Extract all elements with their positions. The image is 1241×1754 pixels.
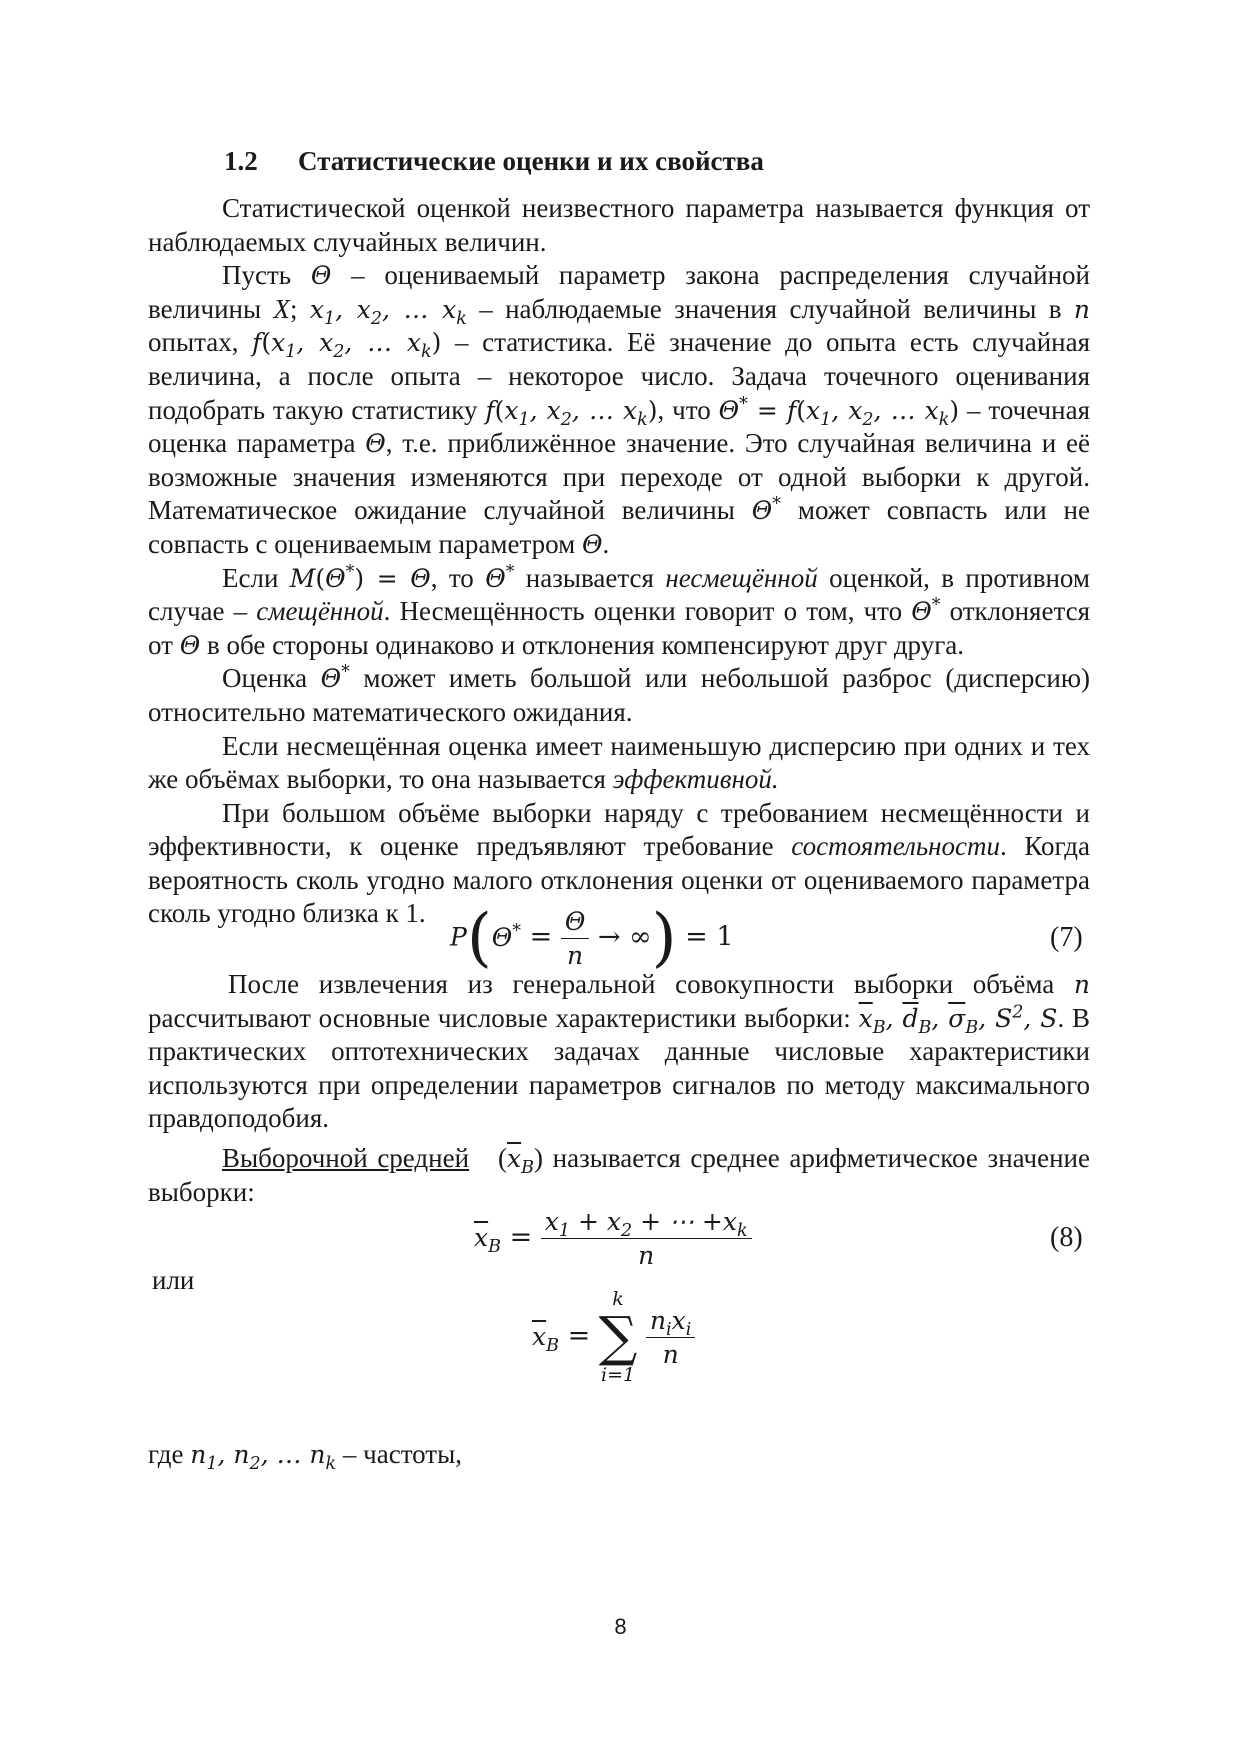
paragraph-unbiased: Если M(Θ*) = Θ, то Θ* называется несмещённой оценкой, в противном случае – смещённой. Несмещённость оценки говорит о том, что Θ* отклоняется от Θ в обе стороны одинаково и отклонения компенсируют друг друга. [148,562,1090,660]
paragraph-definition: Статистической оценкой неизвестного параметра называется функция от наблюдаемых случайных величин. [148,193,1090,257]
paragraph-frequencies: где $n_1$, $n_2$, … $n_k$ – частоты, [148,1439,462,1474]
body-text-block-4 [148,1438,1090,1472]
equation-number-8: (8) [1050,1222,1083,1253]
paragraph-sample-mean: Выборочной средней $(\overline{x}_B)$ называется среднее арифметическое значение выборки: [148,1143,1090,1207]
paragraph-dispersion: Оценка Θ* может иметь большой или небольшой разброс (дисперсию) относительно математического ожидания. [148,662,1091,727]
page-number: 8 [614,1614,627,1639]
formula-7: P(Θ* = $\frac{\Theta}{n}$ → ∞) = 1 [450,901,734,975]
paragraph-efficient: Если несмещённая оценка имеет наименьшую дисперсию при одних и тех же объёмах выборки, то она называется эффективной. [148,730,1090,795]
paragraph-theta: Пусть Θ – оцениваемый параметр закона распределения случайной величины X; $x_1$, $x_2$, … $x_k$ – наблюдаемые значения случайной величины в n опытах, $f(x_1$, $x_2$, … $x_k$) – статистика. Её значение до опыта есть случайная величина, а после опыта – некоторое число. Задача точечного оценивания подобрать такую статистику $f(x_1$, $x_2$, … $x_k$), что $\Theta^* = f(x_1$, $x_2$, … $x_k$) – точечная оценка параметра Θ, т.е. приближённое значение. Это случайная величина и её возможные значения изменяются при переходе от одной выборки к другой. Математическое ожидание случайной величины Θ* может совпасть или не совпасть с оцениваемым параметром Θ. [148,260,1090,559]
formula-sum: $\overline{x}_B$ = k ∑ i=1 $\frac{n_ix_i}{n}$ [532,1288,695,1386]
word-or: или [152,1265,195,1295]
paragraph-sample-characteristics: После извлечения из генеральной совокупности выборки объёма n рассчитывают основные числовые характеристики выборки: $\overline{x}_B$, $\overline{d}_B$, $\overline{\sigma}_B$, $S^2$, S. В практических оптотехнических задачах данные числовые характеристики используются при определении параметров сигналов по методу максимального правдоподобия. [148,969,1090,1134]
frequencies-word: где [148,1439,184,1469]
equation-number-7: (7) [1050,922,1083,953]
body-text-block-3 [148,1142,1090,1209]
formula-8: $\overline{x}_B$ = $\frac{x_1 + x_2 + \cdots +x_k}{n}$ [474,1207,752,1270]
body-text-block-1 [148,192,1090,931]
section-heading [224,146,764,177]
paragraph-consistency: При большом объёме выборки наряду с требованием несмещённости и эффективности, к оценке предъявляют требование состоятельности. Когда вероятность сколь угодно малого отклонения оценки от оцениваемого параметра сколь угодно близка к 1. [148,797,1090,929]
frequencies-tail: – частоты, [342,1439,462,1469]
section-number: 1.2 [224,146,258,176]
body-text-block-2 [148,968,1090,1136]
section-title: Статистические оценки и их свойства [298,146,764,176]
